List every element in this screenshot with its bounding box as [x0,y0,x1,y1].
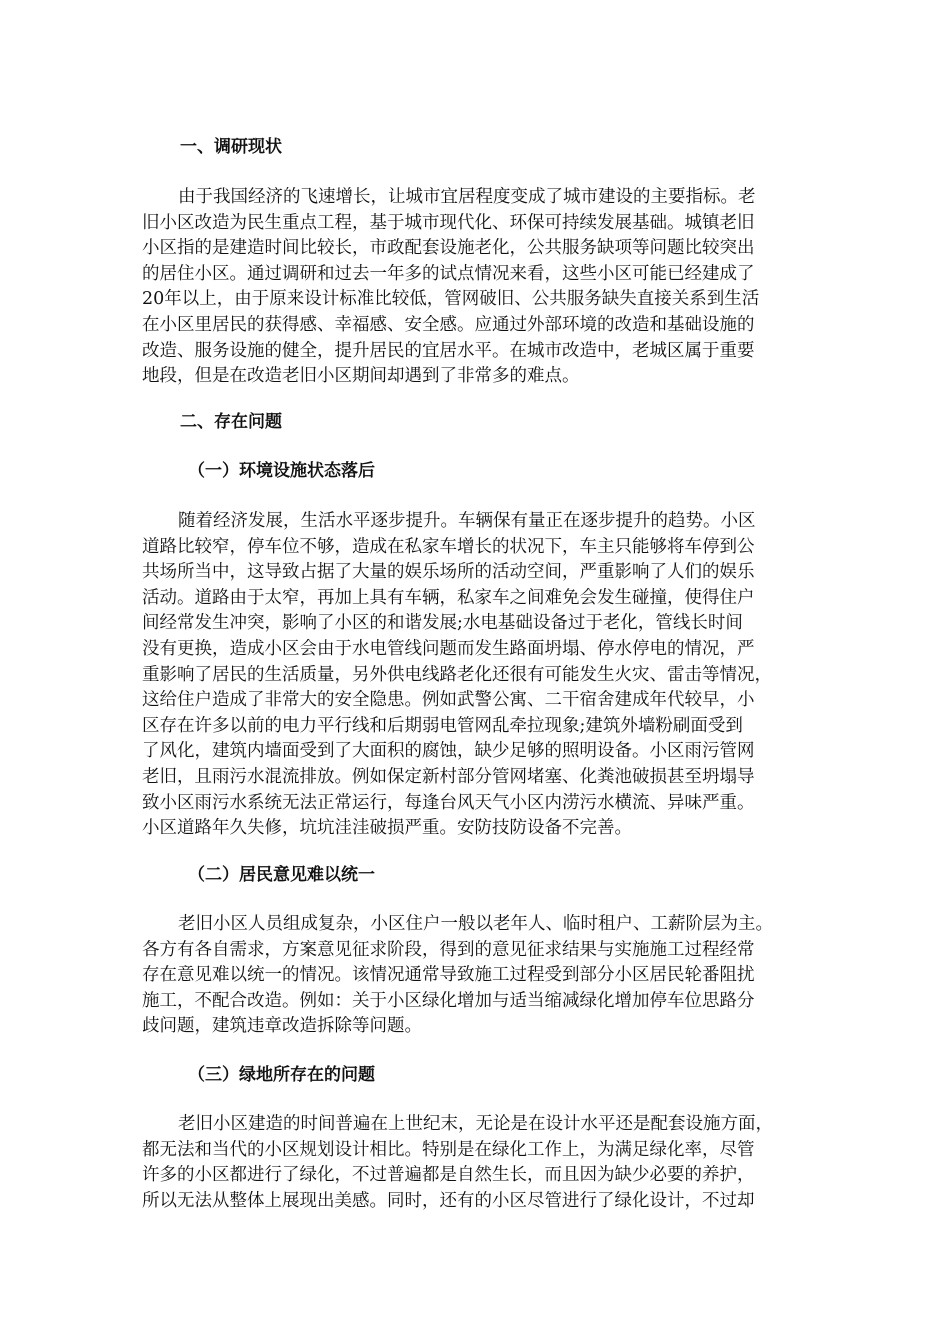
paragraph-line: 了风化，建筑内墙面受到了大面积的腐蚀，缺少足够的照明设备。小区雨污管网 [142,741,755,762]
paragraph-line: 地段，但是在改造老旧小区期间却遇到了非常多的难点。 [142,366,580,387]
paragraph-line: 的居住小区。通过调研和过去一年多的试点情况来看，这些小区可能已经建成了 [142,263,755,284]
paragraph-line: 区存在许多以前的电力平行线和后期弱电管网乱牵拉现象;建筑外墙粉刷面受到 [142,715,743,736]
paragraph-line: 20年以上，由于原来设计标准比较低，管网破旧、公共服务缺失直接关系到生活 [142,289,760,310]
paragraph-line: 老旧小区建造的时间普遍在上世纪末，无论是在设计水平还是配套设施方面， [178,1114,773,1134]
paragraph-line: 在小区里居民的获得感、幸福感、安全感。应通过外部环境的改造和基础设施的 [142,314,755,335]
subsection-heading-resident-opinions: （二）居民意见难以统一 [188,865,375,885]
section-heading-survey-status: 一、调研现状 [180,137,282,157]
subsection-heading-green-space: （三）绿地所存在的问题 [188,1065,375,1085]
paragraph-line: 老旧，且雨污水混流排放。例如保定新村部分管网堵塞、化粪池破损甚至坍塌导 [142,766,755,787]
paragraph-line: 这给住户造成了非常大的安全隐患。例如武警公寓、二干宿舍建成年代较早，小 [142,690,755,711]
paragraph-environment [142,509,822,842]
paragraph-line: 没有更换，造成小区会由于水电管线问题而发生路面坍塌、停水停电的情况，严 [142,638,755,659]
paragraph-line: 存在意见难以统一的情况。该情况通常导致施工过程受到部分小区居民轮番阻扰 [142,965,755,986]
paragraph-line: 随着经济发展，生活水平逐步提升。车辆保有量正在逐步提升的趋势。小区 [178,511,756,531]
paragraph-line: 由于我国经济的飞速增长，让城市宜居程度变成了城市建设的主要指标。老 [178,187,756,207]
paragraph-line: 所以无法从整体上展现出美感。同时，还有的小区尽管进行了绿化设计，不过却 [142,1190,755,1211]
paragraph-line: 老旧小区人员组成复杂，小区住户一般以老年人、临时租户、工薪阶层为主。 [178,914,773,934]
paragraph-line: 重影响了居民的生活质量，另外供电线路老化还很有可能发生火灾、雷击等情况， [142,664,772,685]
subsection-heading-environment: （一）环境设施状态落后 [188,461,375,481]
paragraph-line: 小区道路年久失修，坑坑洼洼破损严重。安防技防设备不完善。 [142,818,632,839]
paragraph-line: 致小区雨污水系统无法正常运行，每逢台风天气小区内涝污水横流、异味严重。 [142,792,755,813]
paragraph-line: 改造、服务设施的健全，提升居民的宜居水平。在城市改造中，老城区属于重要 [142,340,755,361]
paragraph-resident-opinions [142,912,822,1040]
paragraph-green-space [142,1112,822,1214]
paragraph-survey-status [142,185,822,390]
section-heading-existing-problems: 二、存在问题 [180,412,282,432]
paragraph-line: 间经常发生冲突，影响了小区的和谐发展;水电基础设备过于老化，管线长时间 [142,613,743,634]
paragraph-line: 许多的小区都进行了绿化，不过普遍都是自然生长，而且因为缺少必要的养护， [142,1165,755,1186]
paragraph-line: 道路比较窄，停车位不够，造成在私家车增长的状况下，车主只能够将车停到公 [142,536,755,557]
paragraph-line: 小区指的是建造时间比较长，市政配套设施老化，公共服务缺项等问题比较突出 [142,238,755,259]
paragraph-line: 歧问题，建筑违章改造拆除等问题。 [142,1016,422,1037]
paragraph-line: 活动。道路由于太窄，再加上具有车辆，私家车之间难免会发生碰撞，使得住户 [142,587,755,608]
paragraph-line: 都无法和当代的小区规划设计相比。特别是在绿化工作上，为满足绿化率，尽管 [142,1139,755,1160]
paragraph-line: 旧小区改造为民生重点工程，基于城市现代化、环保可持续发展基础。城镇老旧 [142,212,755,233]
paragraph-line: 施工，不配合改造。例如：关于小区绿化增加与适当缩减绿化增加停车位思路分 [142,990,755,1011]
paragraph-line: 共场所当中，这导致占据了大量的娱乐场所的活动空间，严重影响了人们的娱乐 [142,562,755,583]
paragraph-line: 各方有各自需求，方案意见征求阶段，得到的意见征求结果与实施施工过程经常 [142,939,755,960]
